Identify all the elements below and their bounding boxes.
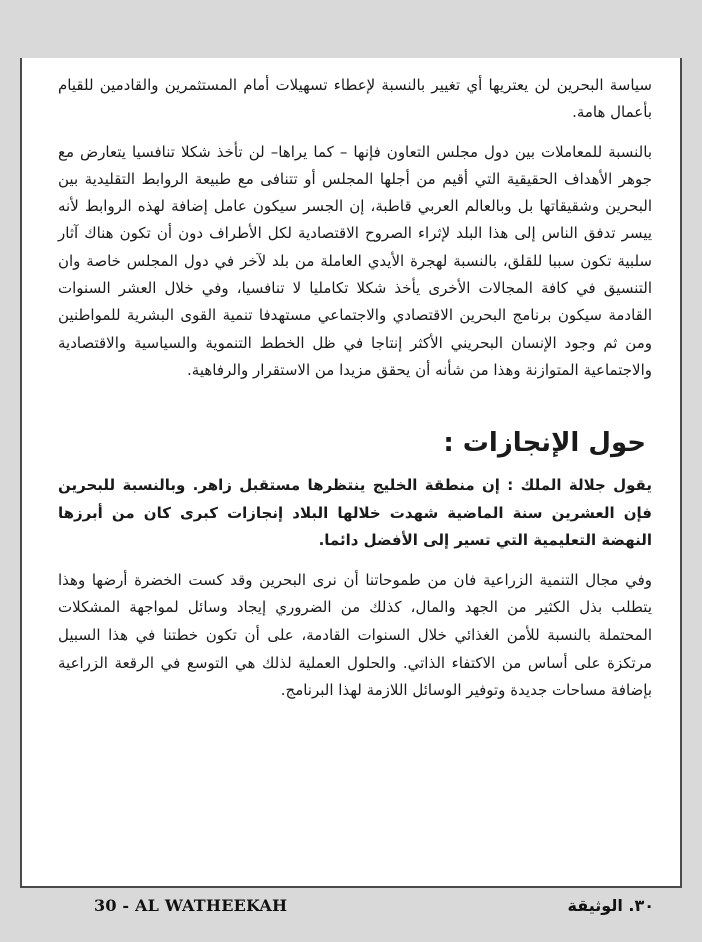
section-heading-achievements: حول الإنجازات : bbox=[443, 428, 646, 459]
paragraph-investors: سياسة البحرين لن يعتريها أي تغيير بالنسبة لإعطاء تسهيلات أمام المستثمرين والقادمين للقيام بأعمال هامة. bbox=[58, 76, 652, 122]
footer-page-label-english: 30 - AL WATHEEKAH bbox=[94, 896, 288, 915]
article-body bbox=[58, 72, 652, 705]
footer-page-label-arabic: ٣٠. الوثيقة bbox=[567, 896, 654, 915]
paragraph-gcc-relations: بالنسبة للمعاملات بين دول مجلس التعاون فإنها – كما يراها– لن تأخذ شكلا تنافسيا يتعارض مع جوهر الأهداف الحقيقية التي أقيم من أجلها المجلس أو تتنافى مع طبيعة الروابط التقليدية بين البحرين وشقيقاتها بل وبالعالم العربي قاطبة، إن الجسر سيكون عامل إضافة لهذه الروابط لأنه ييسر تدفق الناس إلى هذا البلد لإثراء الصروح الاقتصادية لكل الأطراف دون أن تكون هناك آثار سلبية تكون سببا للقلق، بالنسبة لهجرة الأيدي العاملة من بلد لآخر في دول المجلس خاصة وان التنسيق في كافة المجالات الأخرى يأخذ شكلا تكامليا لا تنافسيا، وفي خلال العشر السنوات القادمة سيكون برنامج البحرين الاقتصادي والاجتماعي مستهدفا تنمية القوى البشرية للمواطنين ومن ثم وجود الإنسان البحريني الأكثر إنتاجا في ظل الخطط التنموية والسياسية والاقتصادية والاجتماعية المتوازنة وهذا من شأنه أن يحقق مزيدا من الاستقرار والرفاهية. bbox=[58, 142, 652, 379]
paragraph-king-quote: يقول جلالة الملك : إن منطقة الخليج ينتظرها مستقبل زاهر. وبالنسبة للبحرين فإن العشرين سنة الماضية شهدت خلالها البلاد إنجازات كبرى كان من أبرزها النهضة التعليمية التي تسير إلى الأفضل دائما. bbox=[58, 476, 652, 550]
page-frame bbox=[20, 58, 682, 888]
paragraph-agriculture: وفي مجال التنمية الزراعية فان من طموحاتنا أن نرى البحرين وقد كست الخضرة أرضها وهذا يتطلب بذل الكثير من الجهد والمال، كذلك من الضروري إيجاد وسائل لمواجهة المشكلات المحتملة بالنسبة للأمن الغذائي خلال السنوات القادمة، على أن تكون خطتنا في هذا السبيل مرتكزة على أساس من الاكتفاء الذاتي. والحلول العملية لذلك هي التوسع في الرقعة الزراعية بإضافة مساحات جديدة وتوفير الوسائل اللازمة لهذا البرنامج. bbox=[58, 570, 652, 700]
